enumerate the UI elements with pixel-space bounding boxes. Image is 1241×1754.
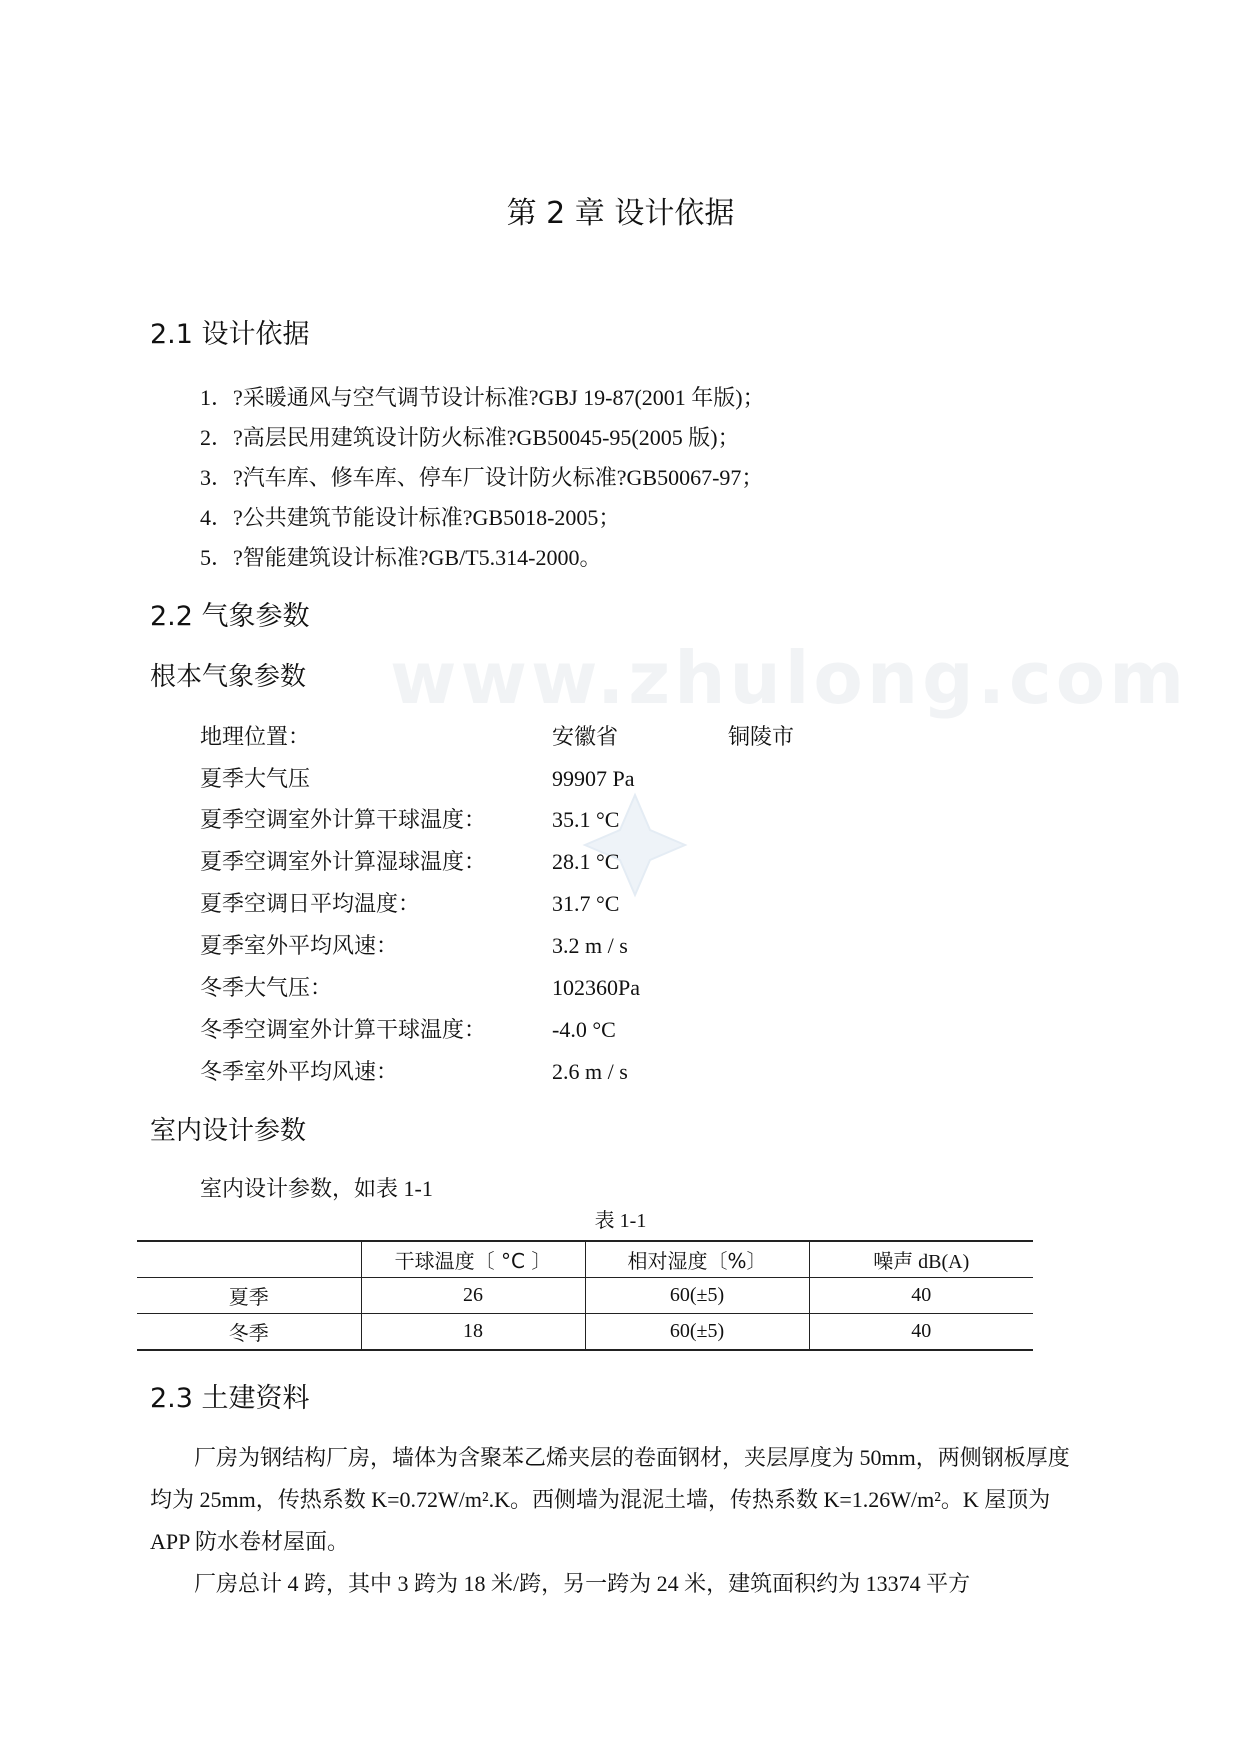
param-value: 2.6 m / s [552, 1059, 628, 1084]
table-cell: 60(±5) [585, 1314, 809, 1351]
param-value: -4.0 °C [552, 1017, 616, 1042]
table-header-row [137, 1241, 1033, 1278]
reference-item: 2．?高层民用建筑设计防火标准?GB50045-95(2005 版)； [200, 425, 740, 450]
watermark-text: www.zhulong.com [390, 636, 1189, 720]
param-label: 夏季空调日平均温度： [200, 891, 421, 916]
param-row [200, 847, 900, 877]
param-label: 夏季空调室外计算湿球温度： [200, 849, 487, 874]
param-value: 3.2 m / s [552, 933, 628, 958]
section-heading-2-1: 2.1 设计依据 [150, 319, 310, 350]
table-header-cell: 噪声 dB(A) [809, 1241, 1033, 1278]
chapter-title: 第 2 章 设计依据 [506, 196, 735, 231]
param-label: 冬季大气压： [200, 975, 333, 1000]
param-value: 99907 Pa [552, 766, 635, 791]
param-value: 102360Pa [552, 975, 640, 1000]
param-row [200, 1015, 900, 1045]
table-row [137, 1314, 1033, 1351]
param-row [200, 722, 900, 752]
param-label: 夏季空调室外计算干球温度： [200, 807, 487, 832]
body-paragraph: 厂房为钢结构厂房，墙体为含聚苯乙烯夹层的卷面钢材，夹层厚度为 50mm，两侧钢板厚度均为 25mm，传热系数 K=0.72W/m².K。西侧墙为混泥土墙，传热系数 K=1.26W/m²。K 屋顶为 APP 防水卷材屋面。 [150, 1445, 1070, 1554]
table-header-cell: 干球温度〔 °C 〕 [361, 1241, 585, 1278]
param-row [200, 764, 900, 794]
param-label: 冬季空调室外计算干球温度： [200, 1017, 487, 1042]
table-caption: 表 1-1 [594, 1210, 647, 1232]
table-header-cell: 相对湿度〔%〕 [585, 1241, 809, 1278]
body-paragraph: 厂房总计 4 跨，其中 3 跨为 18 米/跨，另一跨为 24 米，建筑面积约为 13374 平方 [194, 1571, 971, 1596]
param-label: 夏季室外平均风速： [200, 933, 399, 958]
param-row [200, 931, 900, 961]
table-header-cell [137, 1241, 361, 1278]
reference-item: 4．?公共建筑节能设计标准?GB5018-2005； [200, 505, 621, 530]
param-value: 31.7 °C [552, 891, 620, 916]
reference-item: 1．?采暖通风与空气调节设计标准?GBJ 19-87(2001 年版)； [200, 385, 765, 410]
param-label: 地理位置： [200, 724, 311, 749]
table-cell: 40 [809, 1314, 1033, 1351]
reference-item: 3．?汽车库、修车库、停车厂设计防火标准?GB50067-97； [200, 465, 764, 490]
param-label: 夏季大气压 [200, 766, 311, 791]
table-cell: 夏季 [137, 1278, 361, 1314]
param-value: 安徽省 [552, 724, 619, 749]
section-heading-2-3: 2.3 土建资料 [150, 1383, 310, 1414]
reference-item: 5．?智能建筑设计标准?GB/T5.314-2000。 [200, 545, 602, 570]
table-row [137, 1278, 1033, 1314]
table-cell: 26 [361, 1278, 585, 1314]
param-row [200, 805, 900, 835]
param-extra: 铜陵市 [728, 724, 795, 749]
param-row [200, 973, 900, 1003]
table-cell: 40 [809, 1278, 1033, 1314]
indoor-params-intro: 室内设计参数，如表 1-1 [200, 1176, 433, 1201]
table-cell: 60(±5) [585, 1278, 809, 1314]
indoor-design-table [137, 1240, 1033, 1351]
subheading-basic-params: 根本气象参数 [150, 662, 307, 692]
subheading-indoor-params: 室内设计参数 [150, 1116, 307, 1146]
param-value: 28.1 °C [552, 849, 620, 874]
param-row [200, 889, 900, 919]
section-heading-2-2: 2.2 气象参数 [150, 601, 310, 632]
table-cell: 18 [361, 1314, 585, 1351]
table-cell: 冬季 [137, 1314, 361, 1351]
param-row [200, 1057, 900, 1087]
param-value: 35.1 °C [552, 807, 620, 832]
param-label: 冬季室外平均风速： [200, 1059, 399, 1084]
